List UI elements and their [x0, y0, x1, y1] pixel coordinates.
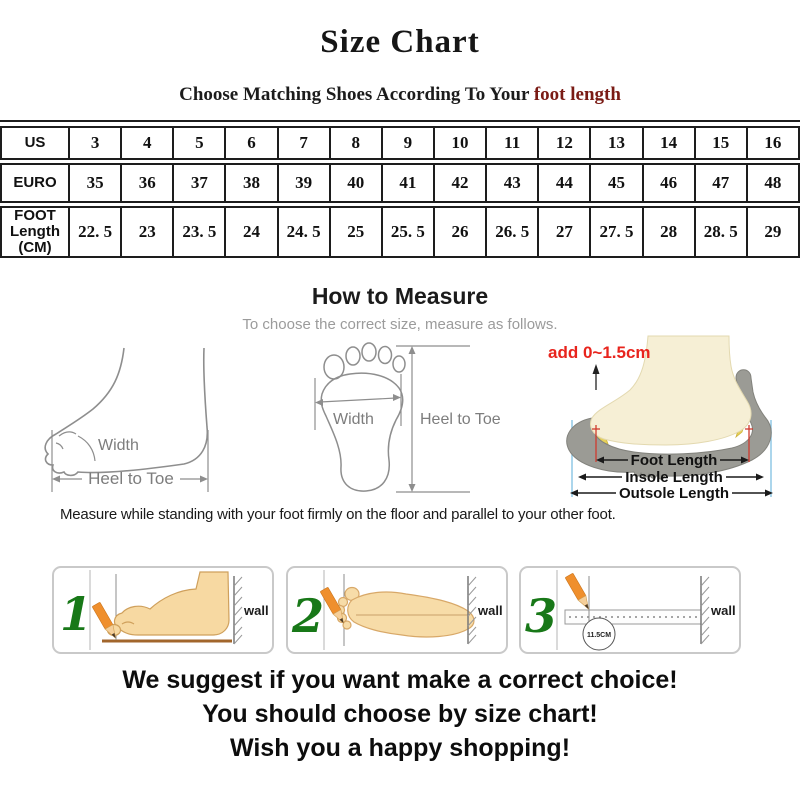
insole-length-label: Insole Length [625, 469, 723, 486]
width-label: Width [98, 437, 139, 454]
add-note-label: add 0~1.5cm [548, 343, 651, 362]
how-to-measure-subtitle: To choose the correct size, measure as follows. [242, 316, 558, 333]
size-table-cell: 13 [589, 128, 641, 158]
pencil-icon [565, 573, 592, 611]
step-panel-1 [52, 566, 274, 654]
size-table-cell: 5 [172, 128, 224, 158]
size-table-cell: 4 [120, 128, 172, 158]
size-table-cell: 41 [381, 165, 433, 201]
step-panel-2 [286, 566, 508, 654]
foot-side-outline-icon [45, 348, 207, 475]
size-table-row-us [0, 126, 800, 160]
arrow-right-icon [393, 394, 401, 401]
size-table-cell: 28 [642, 208, 694, 256]
page-title: Size Chart [320, 24, 480, 60]
size-table-cell: 8 [329, 128, 381, 158]
size-table-cell: 43 [485, 165, 537, 201]
size-table-cell: 24. 5 [277, 208, 329, 256]
shoe-insole-diagram [542, 334, 798, 504]
size-table-row-label-line: FOOT [14, 207, 56, 225]
size-table-cell: 12 [537, 128, 589, 158]
size-table-row-footlength [0, 206, 800, 258]
foot-sole-view-diagram [300, 338, 515, 500]
footer-line: We suggest if you want make a correct choice! [122, 666, 678, 694]
step-panel-3 [519, 566, 741, 654]
size-table-cell: 16 [746, 128, 798, 158]
magnifier-label: 11.5CM [586, 632, 612, 639]
size-table-row-label-line: Length [10, 223, 60, 241]
arrow-right-icon [200, 476, 208, 483]
size-table-cell: 27. 5 [589, 208, 641, 256]
size-table-cell: 40 [329, 165, 381, 201]
size-table-cell: 27 [537, 208, 589, 256]
page-subtitle [0, 84, 800, 106]
footer-line: You should choose by size chart! [202, 700, 598, 728]
ruler-icon [565, 610, 701, 624]
size-table-cell: 14 [642, 128, 694, 158]
size-table-row-label [2, 208, 68, 256]
size-table-cell: 11 [485, 128, 537, 158]
table-top-rule [0, 120, 800, 122]
size-table-cell: 7 [277, 128, 329, 158]
size-table-row-label [2, 128, 68, 158]
foot-side-icon [108, 572, 230, 636]
heel-to-toe-label: Heel to Toe [420, 411, 501, 428]
foot-length-highlight: foot length [533, 84, 621, 105]
arrow-left-icon [315, 399, 323, 406]
wall-label: wall [478, 603, 503, 618]
wall-label: wall [711, 603, 736, 618]
arrow-left-icon [52, 476, 60, 483]
size-table-cell: 15 [694, 128, 746, 158]
size-table-cell: 6 [224, 128, 276, 158]
size-table-cell: 37 [172, 165, 224, 201]
arrow-up-icon [593, 364, 600, 374]
wall-icon [234, 576, 242, 644]
foot-length-label: Foot Length [630, 452, 718, 469]
step-number: 2 [292, 589, 325, 643]
wall-label: wall [244, 603, 269, 618]
size-table-cell: 24 [224, 208, 276, 256]
size-table-cell: 45 [589, 165, 641, 201]
size-table-cell: 35 [68, 165, 120, 201]
size-table-cell: 39 [277, 165, 329, 201]
size-table-cell: 48 [746, 165, 798, 201]
size-table-row-label-line: US [24, 134, 46, 152]
standing-note: Measure while standing with your foot firmly on the floor and parallel to your other foot. [60, 506, 616, 523]
width-label: Width [333, 411, 374, 428]
step-number: 1 [60, 587, 93, 641]
size-table-row-label-line: EURO [13, 174, 57, 192]
size-table-row-euro [0, 163, 800, 203]
step-number: 3 [525, 589, 558, 643]
subtitle-text: Choose Matching Shoes According To Your [179, 84, 530, 105]
size-table-cell: 23. 5 [172, 208, 224, 256]
size-table-cell: 10 [433, 128, 485, 158]
footprint-top-icon [336, 588, 475, 638]
size-table-cell: 44 [537, 165, 589, 201]
size-table-cell: 26 [433, 208, 485, 256]
foot-side-view-diagram [38, 344, 238, 496]
size-table-row-label [2, 165, 68, 201]
size-table-cell: 23 [120, 208, 172, 256]
size-table [0, 120, 800, 258]
size-table-cell: 9 [381, 128, 433, 158]
heel-to-toe-label: Heel to Toe [88, 469, 174, 488]
footer-message [0, 663, 800, 765]
size-table-cell: 36 [120, 165, 172, 201]
wall-icon [468, 576, 476, 644]
wall-icon [701, 576, 709, 644]
size-table-cell: 28. 5 [694, 208, 746, 256]
size-table-cell: 22. 5 [68, 208, 120, 256]
size-table-cell: 29 [746, 208, 798, 256]
size-table-cell: 46 [642, 165, 694, 201]
outsole-length-label: Outsole Length [619, 485, 729, 502]
size-table-row-label-line: (CM) [18, 238, 52, 256]
size-table-cell: 3 [68, 128, 120, 158]
size-table-cell: 42 [433, 165, 485, 201]
how-to-measure-title: How to Measure [311, 283, 489, 309]
footer-line: Wish you a happy shopping! [229, 734, 571, 762]
size-table-cell: 47 [694, 165, 746, 201]
size-table-cell: 26. 5 [485, 208, 537, 256]
arrow-down-icon [409, 484, 416, 492]
size-table-cell: 25. 5 [381, 208, 433, 256]
size-table-cell: 25 [329, 208, 381, 256]
size-table-cell: 38 [224, 165, 276, 201]
arrow-up-icon [409, 346, 416, 354]
